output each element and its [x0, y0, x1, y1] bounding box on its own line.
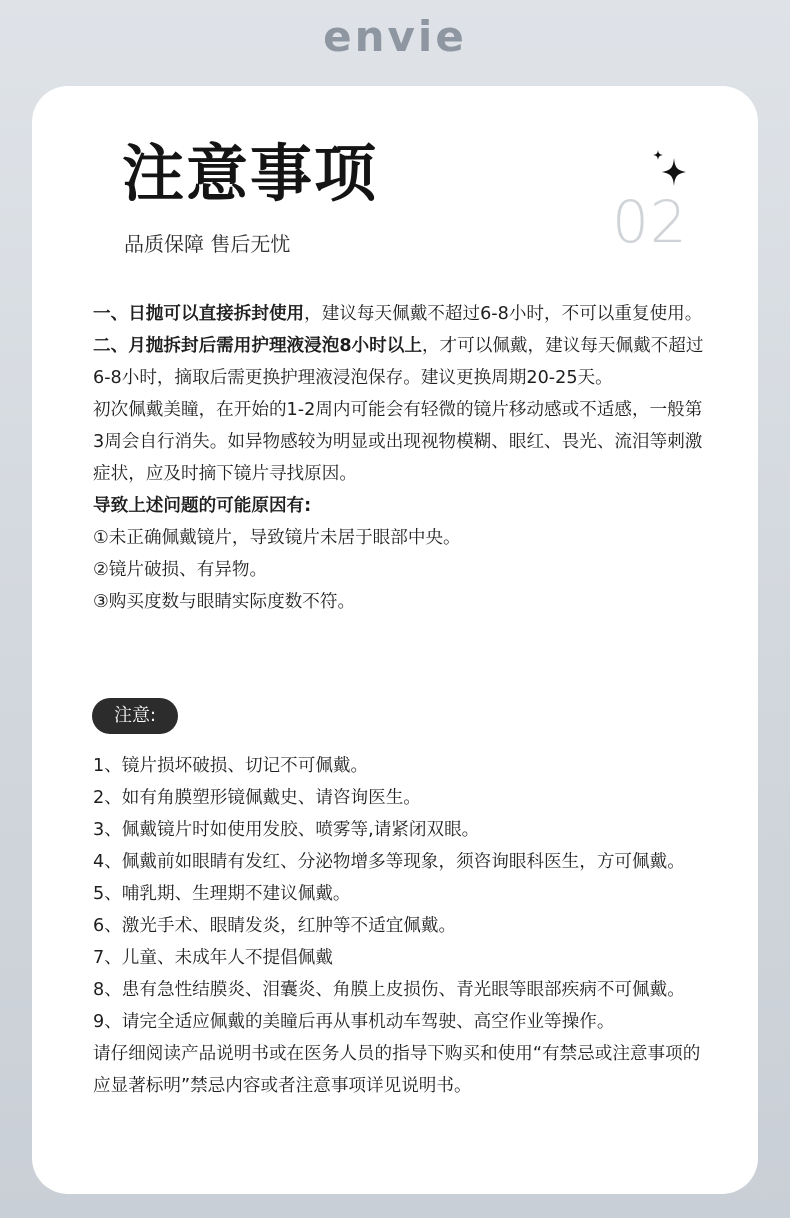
notice-badge: 注意:: [92, 698, 178, 734]
notice-item: 8、患有急性结膜炎、泪囊炎、角膜上皮损伤、青光眼等眼部疾病不可佩戴。: [93, 980, 685, 1000]
notice-item: 4、佩戴前如眼睛有发红、分泌物增多等现象，须咨询眼科医生，方可佩戴。: [93, 852, 685, 872]
notice-item: 9、请完全适应佩戴的美瞳后再从事机动车驾驶、高空作业等操作。: [93, 1012, 615, 1032]
notice-item: 7、儿童、未成年人不提倡佩戴: [93, 948, 333, 968]
sparkle-icon: [650, 148, 690, 192]
section-number: 02: [612, 188, 688, 256]
reason-item: ①未正确佩戴镜片，导致镜片未居于眼部中央。: [93, 528, 461, 548]
reasons-title: [93, 490, 705, 522]
first-wear-note: 初次佩戴美瞳，在开始的1-2周内可能会有轻微的镜片移动感或不适感，一般第3周会自行消失。如异物感较为明显或出现视物模糊、眼红、畏光、流泪等刺激症状，应及时摘下镜片寻找原因。: [93, 400, 703, 484]
notice-item: 1、镜片损坏破损、切记不可佩戴。: [93, 756, 369, 776]
reason-item: ③购买度数与眼睛实际度数不符。: [93, 592, 356, 612]
reasons-title-text: 导致上述问题的可能原因有:: [93, 496, 312, 516]
content-card: [32, 86, 758, 1194]
notice-item: 6、激光手术、眼睛发炎，红肿等不适宜佩戴。: [93, 916, 457, 936]
brand-logo: envie: [323, 12, 467, 61]
instruction-daily: [93, 298, 705, 330]
reason-item: ②镜片破损、有异物。: [93, 560, 268, 580]
page-subtitle: 品质保障 售后无忧: [124, 232, 291, 256]
usage-instructions: [93, 298, 705, 618]
instruction-monthly-text: ，才可以佩戴，建议每天佩戴不超过6-8小时，摘取后需更换护理液浸泡保存。建议更换周期20-25天。: [93, 336, 704, 388]
instruction-monthly-heading: 二、月抛拆封后需用护理液浸泡8小时以上: [93, 336, 422, 356]
footer-note: 请仔细阅读产品说明书或在医务人员的指导下购买和使用“有禁忌或注意事项的应显著标明”禁忌内容或者注意事项详见说明书。: [93, 1044, 701, 1096]
instruction-daily-text: ，建议每天佩戴不超过6-8小时，不可以重复使用。: [304, 304, 703, 324]
notice-item: 2、如有角膜塑形镜佩戴史、请咨询医生。: [93, 788, 421, 808]
notice-item: 5、哺乳期、生理期不建议佩戴。: [93, 884, 351, 904]
notice-list: [93, 750, 705, 1102]
instruction-monthly: [93, 330, 705, 394]
instruction-daily-heading: 一、日抛可以直接拆封使用: [93, 304, 305, 324]
page-title: 注意事项: [122, 137, 379, 210]
notice-item: 3、佩戴镜片时如使用发胶、喷雾等,请紧闭双眼。: [93, 820, 480, 840]
